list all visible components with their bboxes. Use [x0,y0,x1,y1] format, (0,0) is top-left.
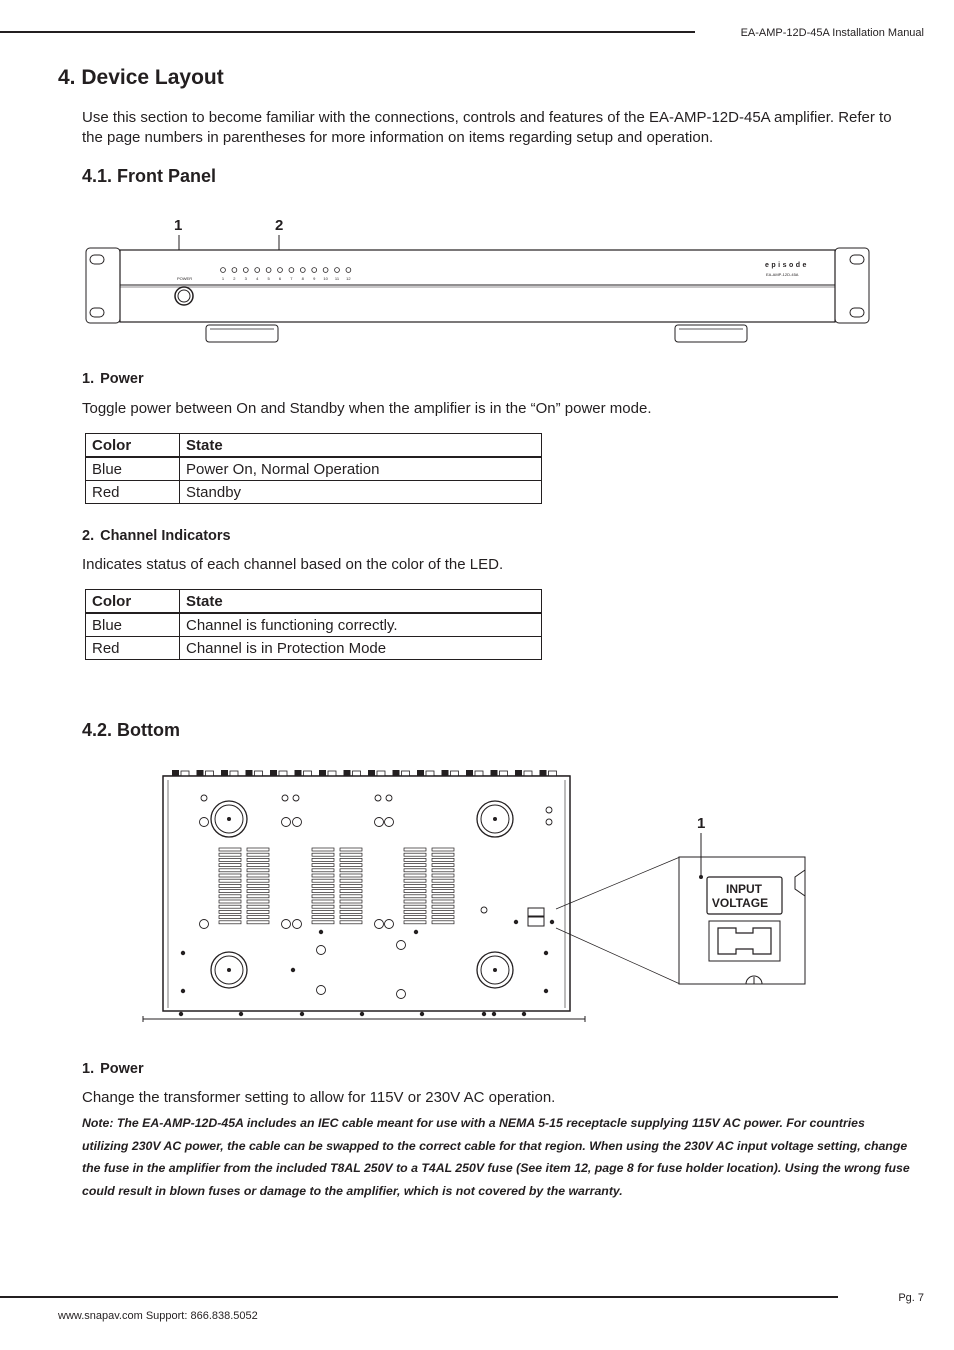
brand-logo-text: episode [765,262,809,269]
screw-hole [200,920,209,929]
rear-connector [344,770,351,776]
rivet [319,930,323,934]
channel-number: 1 [221,276,225,281]
screw-hole [200,818,209,827]
table-cell: Channel is functioning correctly. [180,613,542,637]
vent-slot [247,879,269,882]
screw-hole [546,807,552,813]
vent-slot [247,864,269,867]
rivet [181,951,185,955]
table-cell: Blue [86,457,180,481]
vent-slot [219,900,241,903]
rivet [544,951,548,955]
channel-number: 12 [346,276,351,281]
screw-hole [293,920,302,929]
vent-slot [432,895,454,898]
vent-slot [312,910,334,913]
bottom-power-text: Change the transformer setting to allow for 115V or 230V AC operation. [82,1089,556,1106]
rivet [492,1012,496,1016]
vent-slot [312,921,334,924]
bottom-power-note: Note: The EA-AMP-12D-45A includes an IEC cable meant for use with a NEMA 5-15 receptacle supplying 115V AC power. For countries utilizing 230V AC power, the cable can be swapped to the correct cable for that region. When using the 230V AC input voltage setting, change the fuse in the amplifier from the included T8AL 250V to a T4AL 250V fuse (See item 12, page 8 for fuse holder location). Using the wrong fuse could result in blown fuses or damage to the amplifier, which is not covered by the warranty. [82,1116,910,1198]
rivet [514,920,518,924]
vent-slot [432,905,454,908]
footer-contact: www.snapav.com Support: 866.838.5052 [58,1310,258,1322]
page-number: Pg. 7 [898,1292,924,1304]
rear-connector-strip [172,770,557,776]
vent-slot [247,890,269,893]
vent-slot [432,848,454,851]
vent-slot [432,874,454,877]
rivet [181,989,185,993]
bottom-heading: 4.2. Bottom [82,720,181,740]
vent-slot [247,905,269,908]
vent-slot [404,921,426,924]
rivet [179,1012,183,1016]
screw-hole [546,819,552,825]
table-cell: Red [86,637,180,660]
bottom-power-heading: 1. Power [82,1061,144,1077]
table-cell: Standby [180,481,542,504]
vent-slot [432,916,454,919]
channel-number: 8 [301,276,304,281]
model-text: EA-AMP-12D-45A [766,272,799,277]
vent-slot [404,916,426,919]
vent-slot [432,900,454,903]
vent-slot [404,853,426,856]
vent-slot [432,879,454,882]
vent-slot [219,884,241,887]
vent-slot [340,884,362,887]
vent-slot [219,895,241,898]
screw-hole [293,818,302,827]
channel-number: 9 [313,276,316,281]
screw-hole [375,818,384,827]
vent-slot [340,858,362,861]
screw-hole [293,795,299,801]
vent-slot [340,900,362,903]
vent-slot [312,848,334,851]
screw-hole [317,946,326,955]
rear-connector [466,770,473,776]
vent-slot [247,921,269,924]
channel-number: 4 [256,276,259,281]
vent-slot [340,905,362,908]
table-header-cell: Color [86,590,180,614]
vent-slot [404,869,426,872]
vent-slot [340,879,362,882]
screw-hole [385,920,394,929]
rear-connector [221,770,228,776]
rear-connector [417,770,424,776]
table-cell: Channel is in Protection Mode [180,637,542,660]
vent-slot [247,848,269,851]
vent-slot [312,874,334,877]
vent-slot [404,890,426,893]
table-cell: Power On, Normal Operation [180,457,542,481]
vent-slot [432,858,454,861]
item-channel-indicators-text: Indicates status of each channel based on the color of the LED. [82,556,504,573]
vent-slot [404,879,426,882]
vent-slot [404,900,426,903]
vent-slot [404,910,426,913]
screw-hole [385,818,394,827]
vent-slot [312,853,334,856]
screw-hole [282,818,291,827]
rivet [360,1012,364,1016]
input-voltage-label-line1: INPUT [726,882,762,896]
channel-number: 11 [334,276,340,281]
rivet [239,1012,243,1016]
vent-slot [340,853,362,856]
vent-slot [340,890,362,893]
rear-connector [442,770,449,776]
vent-slot [340,864,362,867]
rivet [420,1012,424,1016]
vent-slot [219,879,241,882]
vent-slot [432,869,454,872]
rivet [550,920,554,924]
vent-slot [432,890,454,893]
table-header-cell: Color [86,434,180,458]
vent-slot [340,921,362,924]
vent-slot [219,921,241,924]
rear-connector [368,770,375,776]
voltage-switch-small [528,908,544,916]
section-intro: Use this section to become familiar with the connections, controls and features of the EA-AMP-12D-45A amplifier. Refer to the page numbers in parentheses for more information on items regarding setup and operation. [82,109,892,146]
rear-connector [319,770,326,776]
footer-rule [0,1296,838,1298]
vent-slot [404,905,426,908]
vent-slot [247,884,269,887]
vent-slot [247,874,269,877]
vent-slot [247,869,269,872]
vent-slot [404,884,426,887]
vent-slot [219,853,241,856]
rear-connector [515,770,522,776]
rear-connector [246,770,253,776]
rivet [482,1012,486,1016]
vent-slot [247,858,269,861]
vent-slot [432,884,454,887]
vent-slot [404,864,426,867]
vent-slot [219,848,241,851]
item-power-heading: 1. Power [82,371,144,387]
channel-number: 10 [323,276,328,281]
vent-slot [312,905,334,908]
screw-hole [375,920,384,929]
vent-slot [404,858,426,861]
screw-hole [397,941,406,950]
screw-hole [375,795,381,801]
vent-slot [340,910,362,913]
header-title: EA-AMP-12D-45A Installation Manual [740,27,924,39]
vent-slot [312,890,334,893]
vent-slot [219,874,241,877]
vent-slot [247,895,269,898]
screw-hole [386,795,392,801]
chassis-bottom [163,776,570,1011]
vent-slot [247,900,269,903]
rear-connector [540,770,547,776]
screw-hole [397,990,406,999]
power-label-text: POWER [177,276,193,281]
rear-connector [393,770,400,776]
table-header-cell: State [180,434,542,458]
rear-connector [270,770,277,776]
channel-number: 5 [267,276,270,281]
callout-bottom-1: 1 [697,815,706,832]
rivet [522,1012,526,1016]
channel-number: 2 [233,276,236,281]
rivet [300,1012,304,1016]
table-cell: Blue [86,613,180,637]
vent-slot [219,864,241,867]
screw-hole [481,907,487,913]
rear-connector [172,770,179,776]
vent-slot [340,874,362,877]
table-cell: Red [86,481,180,504]
vent-slot [247,916,269,919]
channel-number: 7 [290,276,293,281]
vent-slot [340,916,362,919]
vent-slot [404,874,426,877]
callout-1: 1 [174,217,183,234]
vent-slot [340,848,362,851]
screw-hole [201,795,207,801]
vent-slot [312,900,334,903]
vent-slot [432,921,454,924]
vent-slot [340,895,362,898]
item-power-text: Toggle power between On and Standby when the amplifier is in the “On” power mode. [82,400,652,417]
zoom-line [556,928,680,984]
vent-slot [219,910,241,913]
vent-slot [219,905,241,908]
vent-slot [312,916,334,919]
item-channel-indicators-heading: 2. Channel Indicators [82,528,231,544]
screw-hole [282,795,288,801]
rear-connector [197,770,204,776]
section-title: 4. Device Layout [58,66,224,89]
channel-number: 3 [244,276,247,281]
vent-slot [312,864,334,867]
vent-slot [312,869,334,872]
vent-slot [404,895,426,898]
rear-connector [295,770,302,776]
vent-slot [432,864,454,867]
rivet [291,968,295,972]
vent-slot [432,853,454,856]
vent-slot [312,895,334,898]
rivet [414,930,418,934]
vent-slot [432,910,454,913]
table-header-cell: State [180,590,542,614]
vent-slot [247,910,269,913]
screw-hole [282,920,291,929]
channel-number: 6 [278,276,282,281]
vent-slot [219,858,241,861]
vent-slot [312,884,334,887]
vent-slot [340,869,362,872]
rivet [544,989,548,993]
vent-slot [219,890,241,893]
vent-slot [247,853,269,856]
front-panel-heading: 4.1. Front Panel [82,166,217,186]
vent-slot [312,858,334,861]
voltage-switch-icon [709,921,780,961]
vent-slot [312,879,334,882]
input-voltage-label-line2: VOLTAGE [711,896,769,910]
callout-2: 2 [275,217,284,234]
rear-connector [491,770,498,776]
vent-slot [219,869,241,872]
vent-slot [219,916,241,919]
zoom-line [556,857,680,909]
screw-hole [317,986,326,995]
vent-slot [404,848,426,851]
